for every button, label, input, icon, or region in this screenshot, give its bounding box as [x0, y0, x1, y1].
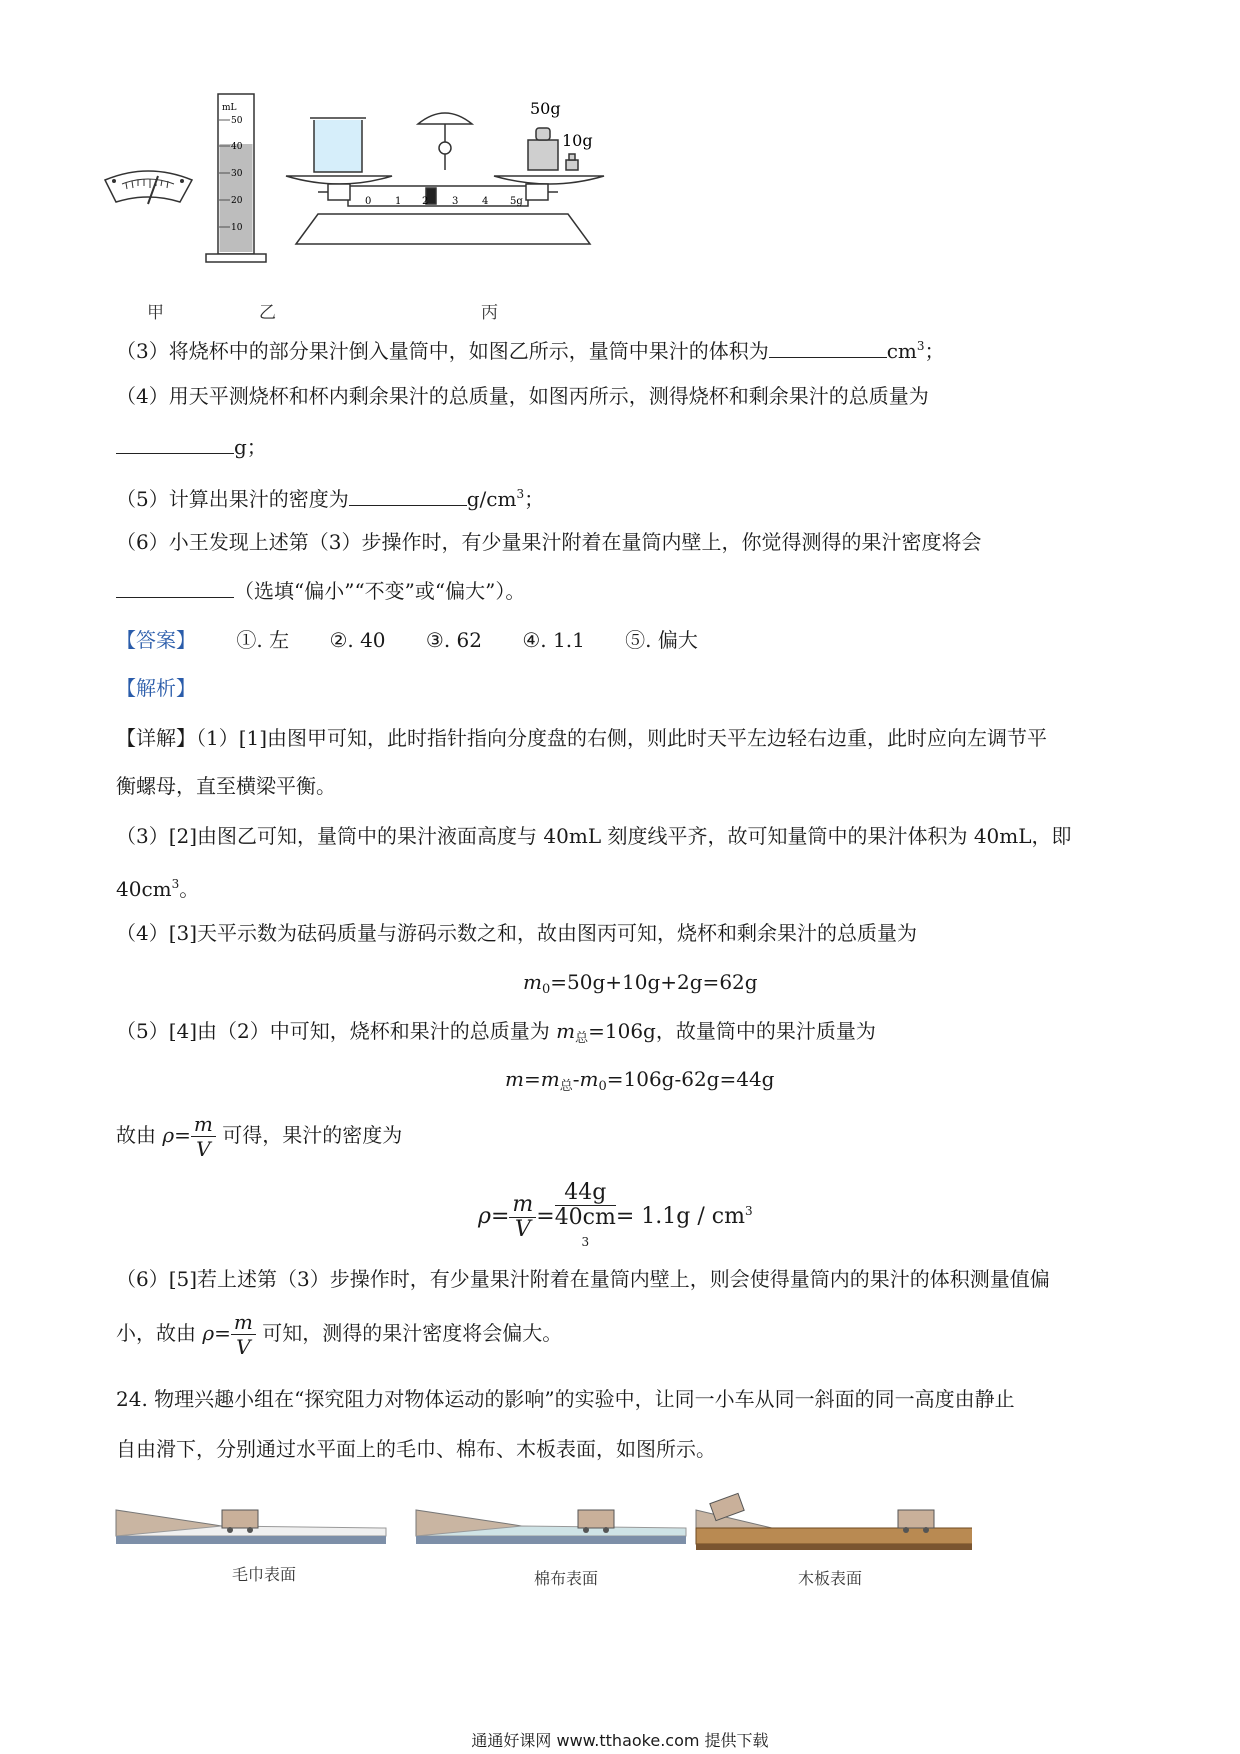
balance-figure: [100, 84, 700, 294]
question-24-line2: 自由滑下，分别通过水平面上的毛巾、棉布、木板表面，如图所示。: [116, 1437, 716, 1461]
answer-label: 【答案】: [116, 628, 196, 652]
rider-tick-0: 0: [365, 196, 372, 207]
question-3: （3）将烧杯中的部分果汁倒入量筒中，如图乙所示，量筒中果汁的体积为 $cm^3$；: [116, 339, 945, 363]
detail-p2b: $40cm^3$。: [116, 877, 200, 901]
rider-tick-1: 1: [395, 196, 402, 207]
question-4: （4）用天平测烧杯和杯内剩余果汁的总质量，如图丙所示，测得烧杯和剩余果汁的总质量为: [116, 384, 929, 408]
answer-blank-4: [116, 433, 234, 454]
graduated-cylinder-icon: [206, 94, 266, 262]
caption-yi: 乙: [259, 303, 276, 323]
density-value-fraction: 44g 40cm 3: [554, 1179, 616, 1249]
detail-p4: （5）[4]由（2）中可知，烧杯和果汁的总质量为 $m_总=106g$，故量筒中的果汁质量为: [116, 1019, 876, 1046]
question-6-blank: （选填“偏小”“不变”或“偏大”）。: [116, 577, 525, 604]
detail-p1b: 衡螺母，直至横梁平衡。: [116, 774, 336, 798]
caption-towel: 毛巾表面: [232, 1565, 297, 1584]
weight-10-label: 10g: [562, 131, 593, 150]
cylinder-unit: mL: [222, 103, 237, 113]
cotton-surface-illustration: [416, 1510, 686, 1544]
weight-50-label: 50g: [530, 99, 561, 118]
rider-tick-2: 2: [422, 196, 429, 207]
question-24-line1: 24. 物理兴趣小组在“探究阻力对物体运动的影响”的实验中，让同一小车从同一斜面的同一高度由静止: [116, 1387, 1015, 1411]
question-4-blank: g；: [116, 433, 267, 460]
detail-p3: （4）[3]天平示数为砝码质量与游码示数之和，故由图丙可知，烧杯和剩余果汁的总质量为: [116, 921, 918, 945]
answer-blank-3: [769, 337, 887, 358]
analysis-label: 【解析】: [116, 676, 196, 700]
caption-jia: 甲: [147, 303, 164, 323]
equation-1: $m_0=50g+10g+2g=62g$: [523, 970, 758, 997]
detail-p6b: 小，故由 ρ= $\frac{m}{V}$ 可知，测得的果汁密度将会偏大。: [116, 1310, 563, 1359]
detail-p5: 故由 ρ= $\frac{m}{V}$ 可得，果汁的密度为: [116, 1112, 403, 1161]
caption-cotton: 棉布表面: [534, 1569, 599, 1588]
caption-wood: 木板表面: [798, 1569, 863, 1588]
density-fraction: $\frac{m}{V}$: [191, 1112, 216, 1161]
detail-p6a: （6）[5]若上述第（3）步操作时，有少量果汁附着在量筒内壁上，则会使得量筒内的果汁的体积测量值偏: [116, 1267, 1050, 1291]
balance-icon: [286, 113, 604, 244]
equation-3: ρ= $\frac{m}{V}$ = 44g 40cm 3 = $1.1g / cm^3$: [478, 1180, 753, 1242]
rider-tick-5: 5g: [510, 196, 523, 207]
rider-tick-4: 4: [482, 196, 489, 207]
question-6: （6）小王发现上述第（3）步操作时，有少量果汁附着在量筒内壁上，你觉得测得的果汁密度将会: [116, 530, 982, 554]
question-5: （5）计算出果汁的密度为 $g/cm^3$；: [116, 487, 545, 511]
cyl-tick-50: 50: [231, 116, 243, 126]
answer-blank-6: [116, 577, 234, 598]
equation-2: $m=m_总-m_0=106g-62g=44g$: [505, 1067, 775, 1094]
detail-p1a: 【详解】（1）[1]由图甲可知，此时指针指向分度盘的右侧，则此时天平左边轻右边重，此时应向左调节平: [116, 726, 1048, 750]
towel-surface-illustration: [116, 1510, 386, 1544]
cyl-tick-40: 40: [231, 142, 243, 152]
answer-row: 【答案】 ①. 左 ②. 40 ③. 62 ④. 1.1 ⑤. 偏大: [116, 628, 698, 652]
caption-bing: 丙: [481, 303, 498, 323]
answer-blank-5: [349, 485, 467, 506]
wood-surface-illustration: [696, 1493, 972, 1550]
cyl-tick-10: 10: [231, 223, 243, 233]
detail-p2a: （3）[2]由图乙可知，量筒中的果汁液面高度与 40mL 刻度线平齐，故可知量筒中的果汁体积为 40mL，即: [116, 824, 1072, 848]
scale-dial-icon: [105, 171, 192, 204]
rider-tick-3: 3: [452, 196, 459, 207]
cyl-tick-20: 20: [231, 196, 243, 206]
cyl-tick-30: 30: [231, 169, 243, 179]
page-footer: 通通好课网 www.tthaoke.com 提供下载: [471, 1731, 769, 1750]
